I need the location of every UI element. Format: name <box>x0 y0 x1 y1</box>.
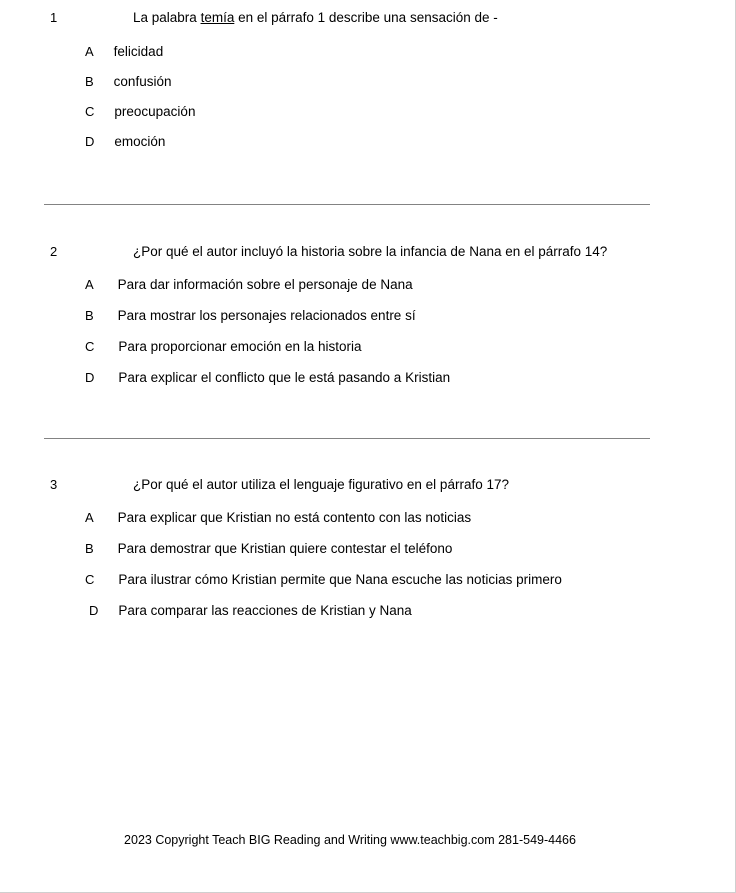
option-letter-1a: A <box>85 44 94 59</box>
option-letter-2a: A <box>85 277 94 292</box>
option-text-1d: emoción <box>114 134 166 149</box>
option-row-1b[interactable] <box>0 74 700 90</box>
question-stem-row-1 <box>0 9 700 26</box>
option-text-3b: Para demostrar que Kristian quiere contestar el teléfono <box>117 541 453 556</box>
options-list-1 <box>0 44 700 150</box>
option-letter-2d: D <box>85 370 95 385</box>
question-number-1: 1 <box>50 10 58 25</box>
question-stem-row-2 <box>0 243 700 260</box>
option-text-1c: preocupación <box>114 104 196 119</box>
spacer-before-question-2 <box>0 205 700 243</box>
option-row-1a[interactable] <box>0 44 700 60</box>
option-row-3b[interactable] <box>0 541 700 557</box>
question-block-3 <box>0 476 700 619</box>
option-text-2c: Para proporcionar emoción en la historia <box>118 339 362 354</box>
question-stem-row-3 <box>0 476 700 493</box>
option-row-3d[interactable] <box>0 603 700 619</box>
option-letter-3c: C <box>85 572 95 587</box>
question-stem-1-part-before: La palabra <box>133 10 201 25</box>
option-letter-1d: D <box>85 134 95 149</box>
option-row-3a[interactable] <box>0 510 700 526</box>
option-row-1c[interactable] <box>0 104 700 120</box>
top-spacer <box>0 0 700 9</box>
option-row-2b[interactable] <box>0 308 700 324</box>
option-row-2c[interactable] <box>0 339 700 355</box>
question-stem-1-part-after: en el párrafo 1 describe una sensación de - <box>234 10 498 25</box>
option-letter-3a: A <box>85 510 94 525</box>
option-text-3c: Para ilustrar cómo Kristian permite que Nana escuche las noticias primero <box>118 572 562 587</box>
question-stem-2: ¿Por qué el autor incluyó la historia sobre la infancia de Nana en el párrafo 14? <box>133 244 608 259</box>
question-number-3: 3 <box>50 477 58 492</box>
option-row-1d[interactable] <box>0 134 700 150</box>
option-letter-3b: B <box>85 541 94 556</box>
option-text-3a: Para explicar que Kristian no está contento con las noticias <box>117 510 472 525</box>
option-row-3c[interactable] <box>0 572 700 588</box>
spacer-after-question-2 <box>0 401 700 438</box>
spacer-before-question-3 <box>0 439 700 476</box>
option-text-1b: confusión <box>113 74 172 89</box>
spacer-after-question-1 <box>0 164 700 204</box>
question-stem-3: ¿Por qué el autor utiliza el lenguaje figurativo en el párrafo 17? <box>133 477 509 492</box>
option-row-2a[interactable] <box>0 277 700 293</box>
question-block-1 <box>0 9 700 150</box>
page-footer: 2023 Copyright Teach BIG Reading and Writing www.teachbig.com 281-549-4466 <box>124 833 576 847</box>
question-stem-1 <box>133 9 498 26</box>
question-stem-1-underlined-word: temía <box>200 10 235 25</box>
options-list-2 <box>0 277 700 386</box>
option-text-2a: Para dar información sobre el personaje de Nana <box>117 277 413 292</box>
options-list-3 <box>0 510 700 619</box>
option-letter-3d: D <box>89 603 99 618</box>
option-letter-2b: B <box>85 308 94 323</box>
option-row-2d[interactable] <box>0 370 700 386</box>
option-letter-2c: C <box>85 339 95 354</box>
option-text-2b: Para mostrar los personajes relacionados entre sí <box>117 308 416 323</box>
option-text-2d: Para explicar el conflicto que le está pasando a Kristian <box>118 370 451 385</box>
option-letter-1c: C <box>85 104 95 119</box>
option-text-1a: felicidad <box>113 44 164 59</box>
option-letter-1b: B <box>85 74 94 89</box>
question-number-2: 2 <box>50 244 58 259</box>
question-block-2 <box>0 243 700 386</box>
option-text-3d: Para comparar las reacciones de Kristian y Nana <box>118 603 412 618</box>
